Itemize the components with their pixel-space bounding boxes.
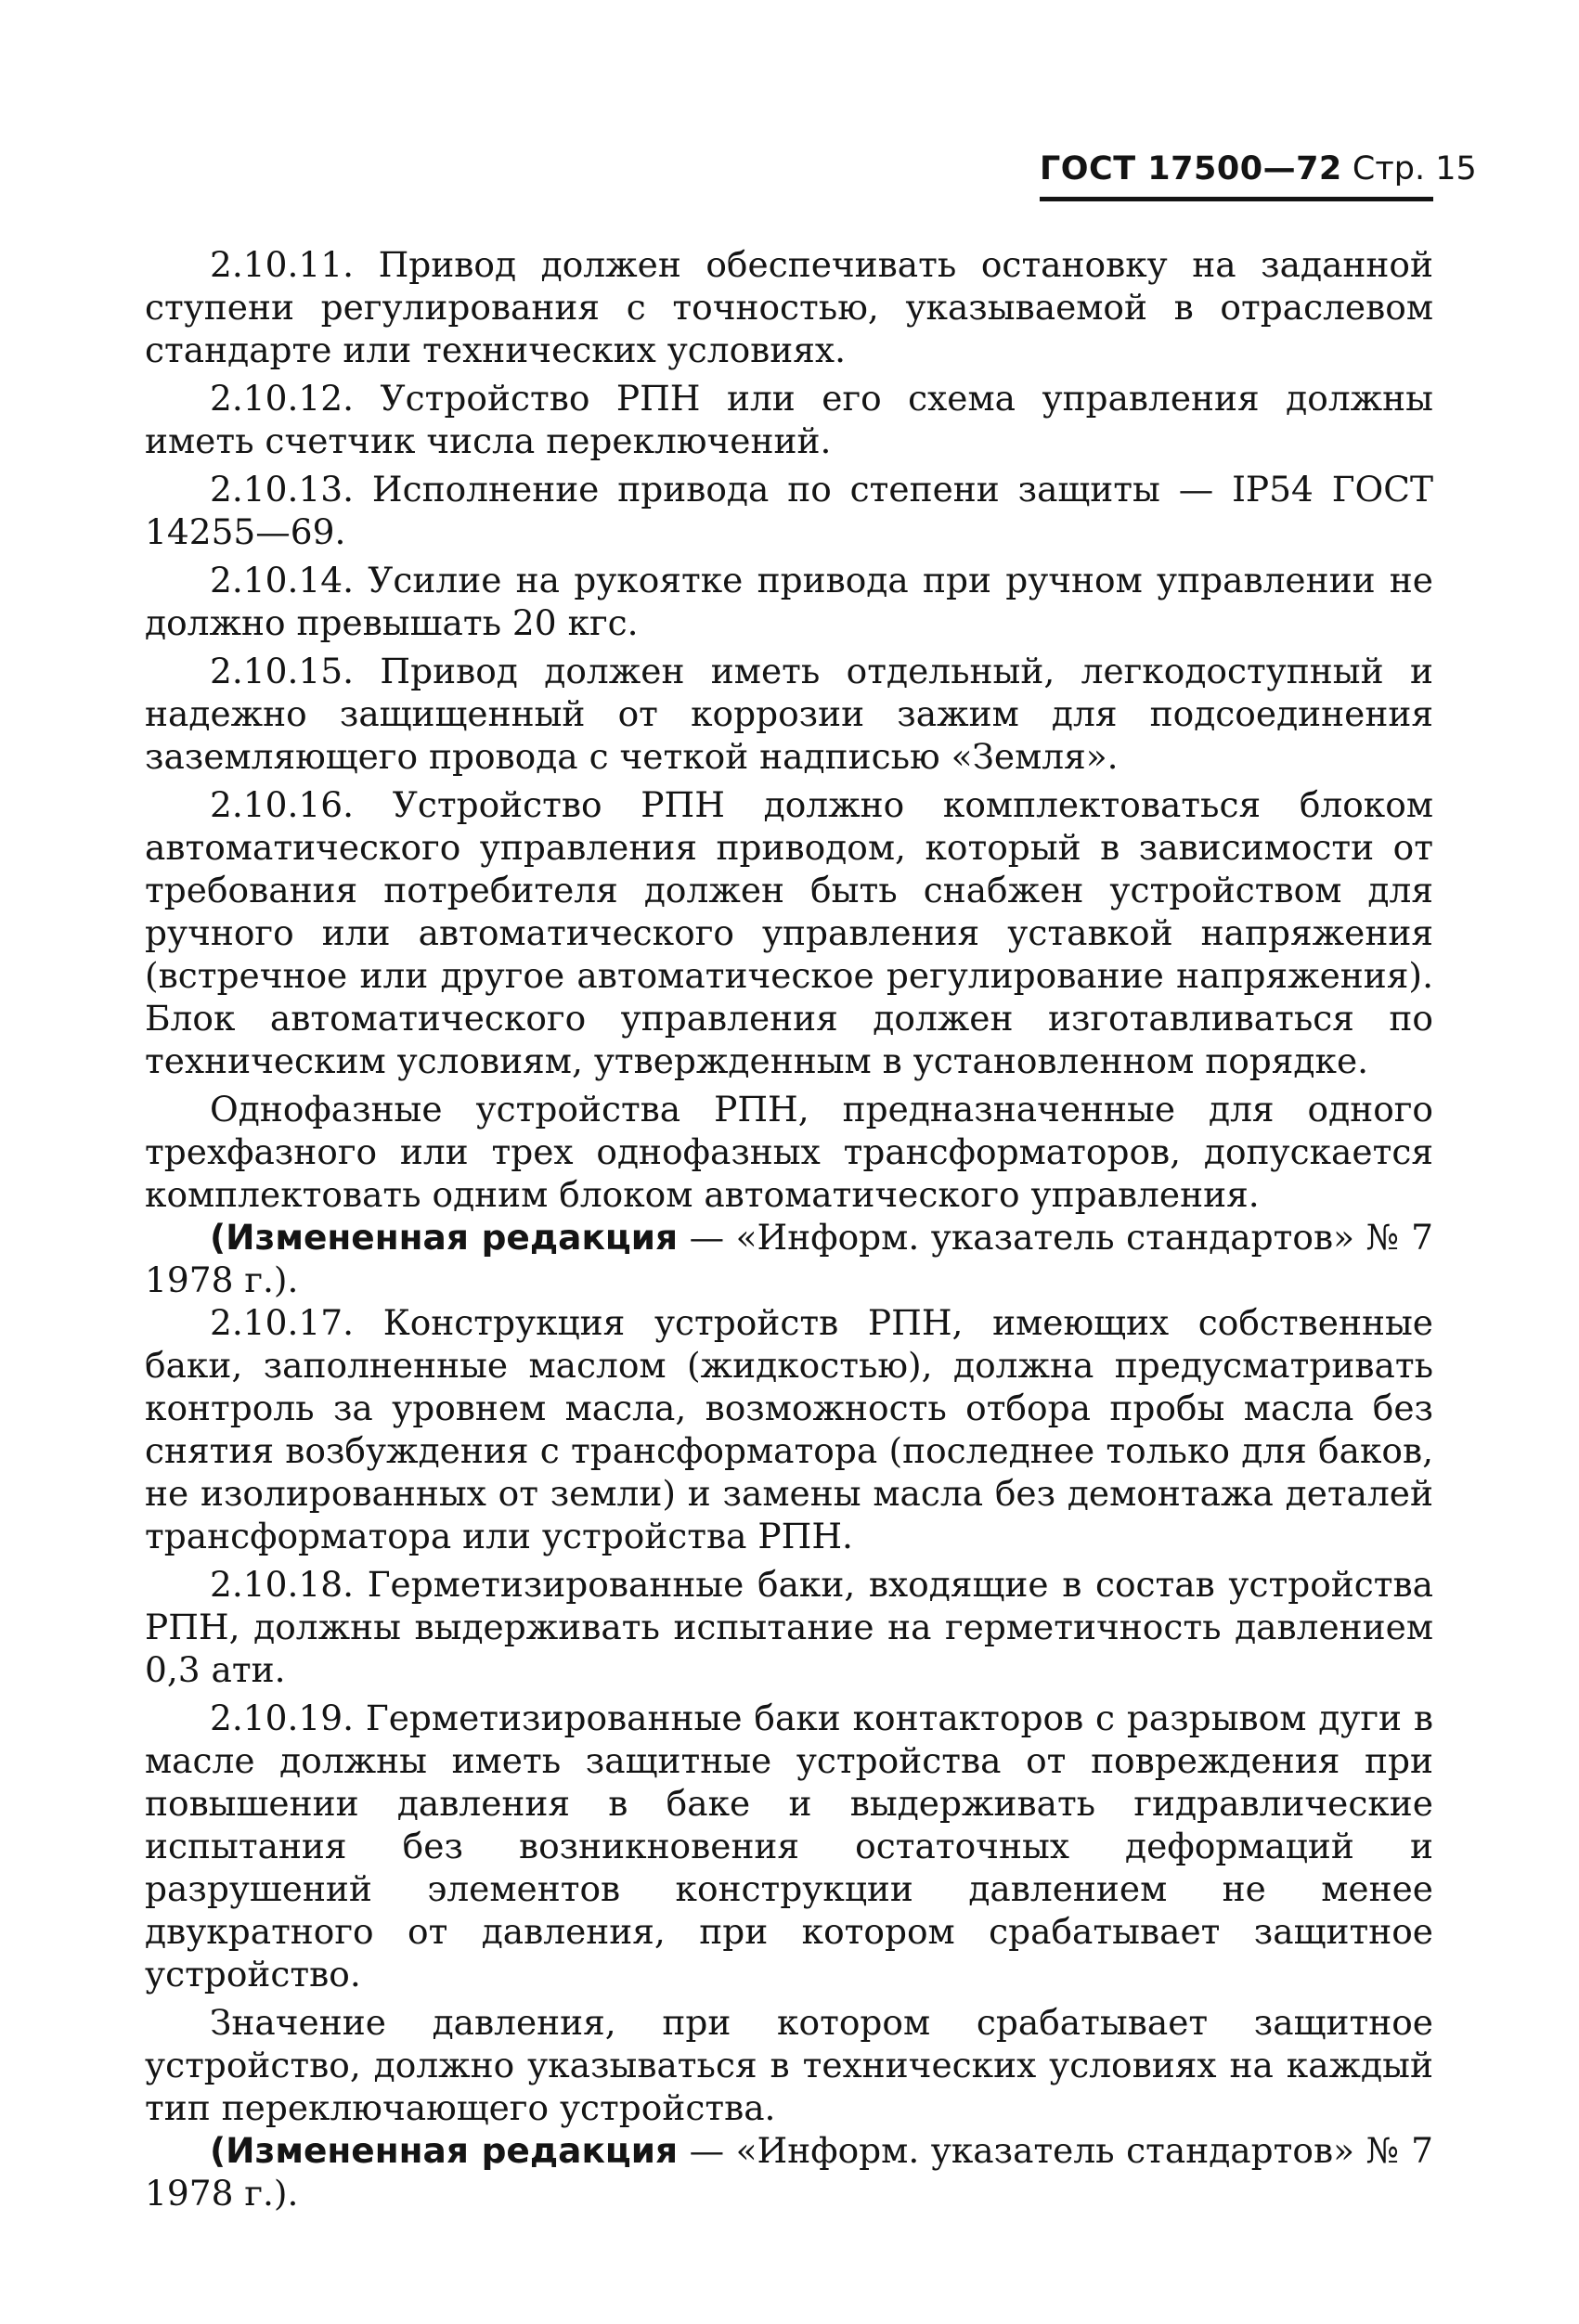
amendment-label: (Измененная редакция — [210, 1217, 679, 1258]
clause-2-10-18: 2.10.18. Герметизированные баки, входящие в состав устройства РПН, должны выдерживать испытание на герметичность давлением 0,3 ати. — [145, 1564, 1433, 1690]
clause-2-10-15: 2.10.15. Привод должен иметь отдельный, легкодоступный и надежно защищенный от коррозии зажим для подсоединения заземляющего провода с четкой надписью «Земля». — [145, 651, 1433, 777]
clause-2-10-16: 2.10.16. Устройство РПН должно комплектоваться блоком автоматического управления приводом, который в зависимости от требования потребителя должен быть снабжен устройством для ручного или автоматического управления уставкой напряжения (встречное или другое автоматическое регулирование напряжения). Блок автоматического управления должен изготавливаться по техническим условиям, утвержденным в установленном порядке. — [145, 784, 1433, 1081]
header-rule — [1040, 197, 1433, 201]
running-header — [1040, 150, 1477, 187]
clause-pressure-value: Значение давления, при котором срабатывает защитное устройство, должно указываться в технических условиях на каждый тип переключающего устройства. — [145, 2002, 1433, 2128]
body-text — [145, 243, 1433, 2214]
clause-2-10-12: 2.10.12. Устройство РПН или его схема управления должны иметь счетчик числа переключений. — [145, 378, 1433, 461]
clause-2-10-17: 2.10.17. Конструкция устройств РПН, имеющих собственные баки, заполненные маслом (жидкостью), должна предусматривать контроль за уровнем масла, возможность отбора пробы масла без снятия возбуждения с трансформатора (последнее только для баков, не изолированных от земли) и замены масла без демонтажа деталей трансформатора или устройства РПН. — [145, 1302, 1433, 1556]
standard-number: ГОСТ 17500—72 — [1040, 150, 1342, 187]
amendment-label: (Измененная редакция — [210, 2130, 679, 2171]
clause-2-10-11: 2.10.11. Привод должен обеспечивать остановку на заданной ступени регулирования с точностью, указываемой в отраслевом стандарте или технических условиях. — [145, 244, 1433, 370]
clause-2-10-19: 2.10.19. Герметизированные баки контакторов с разрывом дуги в масле должны иметь защитные устройства от повреждения при повышении давления в баке и выдерживать гидравлические испытания без возникновения остаточных деформаций и разрушений элементов конструкции давлением не менее двукратного от давления, при котором срабатывает защитное устройство. — [145, 1698, 1433, 1995]
clause-2-10-14: 2.10.14. Усилие на рукоятке привода при ручном управлении не должно превышать 20 кгс. — [145, 560, 1433, 643]
page-number: Стр. 15 — [1352, 150, 1477, 187]
clause-2-10-13: 2.10.13. Исполнение привода по степени защиты — IP54 ГОСТ 14255—69. — [145, 469, 1433, 552]
amendment-note-1 — [145, 1216, 1433, 1301]
clause-single-phase: Однофазные устройства РПН, предназначенные для одного трехфазного или трех однофазных трансформаторов, допускается комплектовать одним блоком автоматического управления. — [145, 1089, 1433, 1215]
amendment-source: — «Информ. указатель стандартов» № 7 1978 г.). — [145, 1217, 1433, 1300]
amendment-source: — «Информ. указатель стандартов» № 7 1978 г.). — [145, 2130, 1433, 2214]
amendment-note-2 — [145, 2129, 1433, 2214]
